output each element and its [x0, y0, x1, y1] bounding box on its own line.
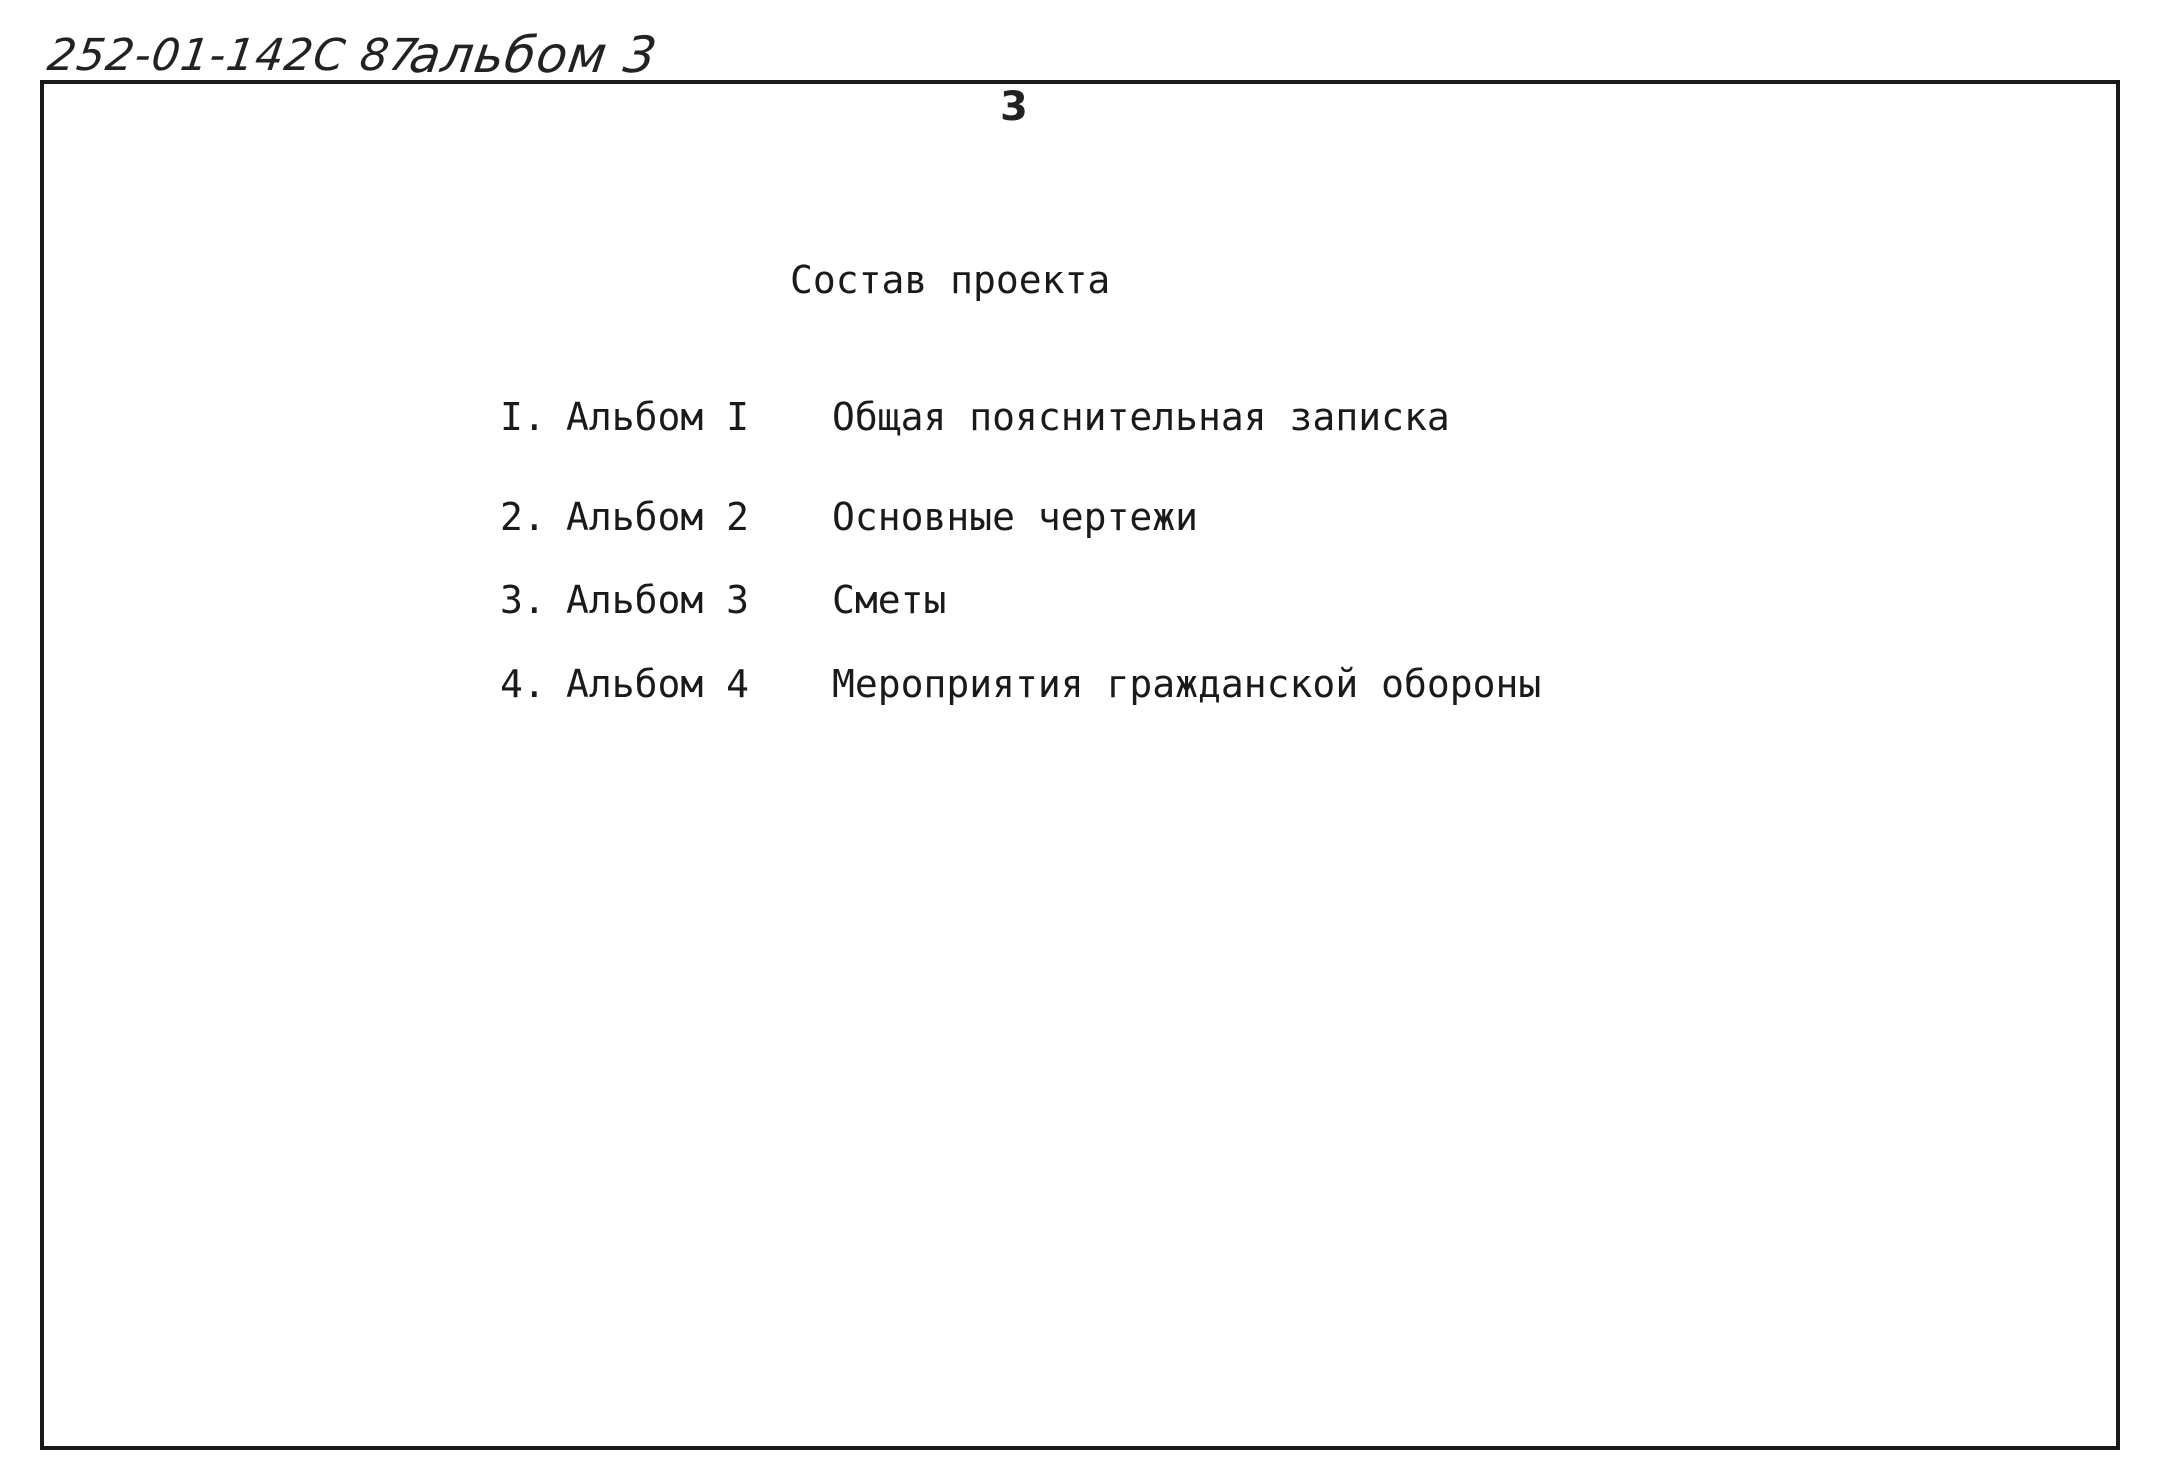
item-number: 4.	[500, 662, 546, 706]
item-album: Альбом 3	[566, 578, 750, 622]
item-description: Мероприятия гражданской обороны	[832, 662, 1542, 706]
handwritten-project-code: 252-01-142С 87	[44, 30, 422, 81]
handwritten-album-label: альбом 3	[405, 26, 661, 84]
item-number: I.	[500, 395, 546, 439]
document-title: Состав проекта	[790, 258, 1111, 302]
item-number: 2.	[500, 495, 546, 539]
item-description: Основные чертежи	[832, 495, 1199, 539]
item-album: Альбом 4	[566, 662, 750, 706]
item-album: Альбом I	[566, 395, 750, 439]
item-description: Сметы	[832, 578, 947, 622]
page-number: 3	[1000, 84, 1028, 130]
item-number: 3.	[500, 578, 546, 622]
item-description: Общая пояснительная записка	[832, 395, 1450, 439]
item-album: Альбом 2	[566, 495, 750, 539]
